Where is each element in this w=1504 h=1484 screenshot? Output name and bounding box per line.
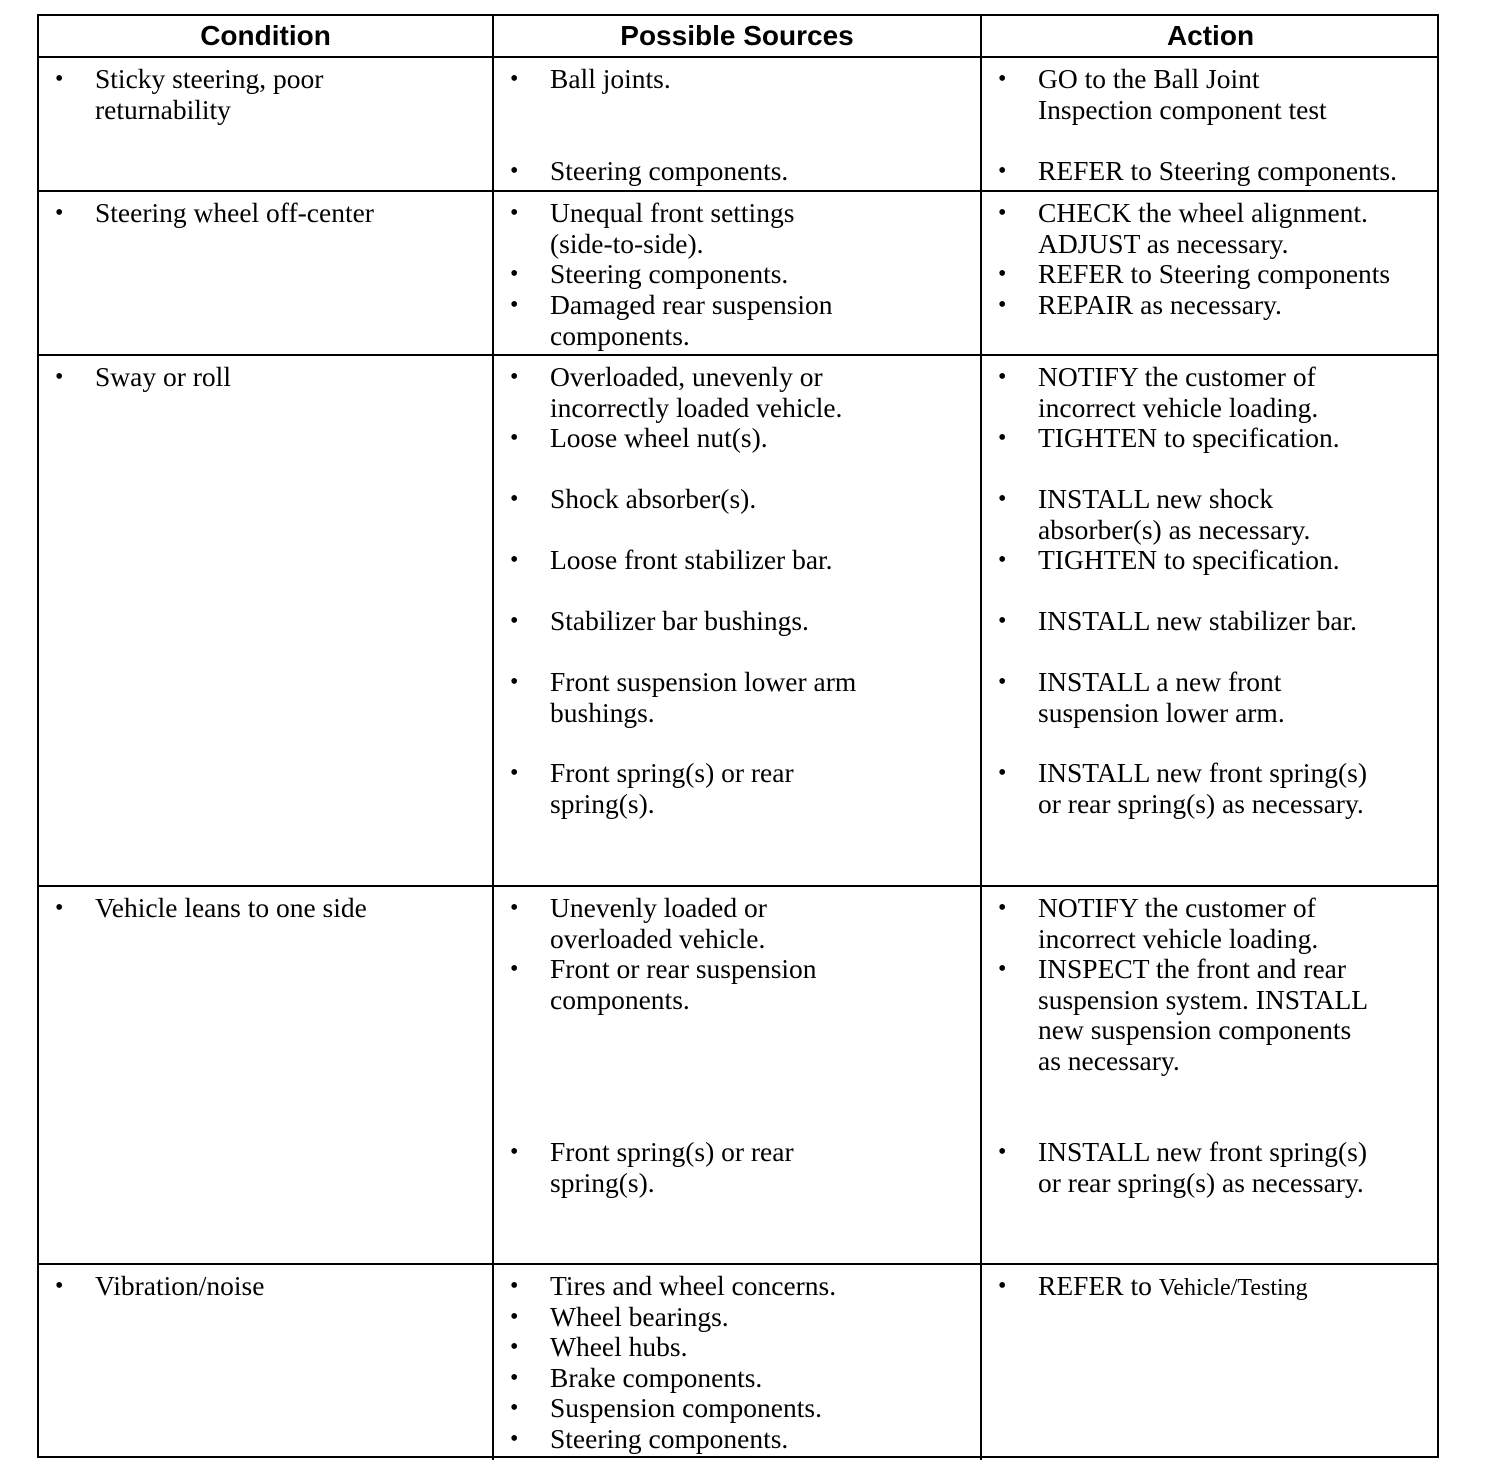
- condition-cell: [39, 356, 494, 887]
- bullet-icon: •: [55, 895, 64, 921]
- condition-item: Steering wheel off-center: [95, 197, 374, 228]
- source-item: Wheel hubs.: [550, 1331, 688, 1362]
- action-item: INSTALL a new front suspension lower arm.: [1038, 666, 1285, 728]
- condition-item: Vibration/noise: [95, 1270, 265, 1301]
- bullet-icon: •: [510, 425, 519, 451]
- action-item: NOTIFY the customer of incorrect vehicle loading.: [1038, 361, 1319, 423]
- action-cell: [982, 887, 1439, 1265]
- diagnosis-table: [37, 14, 1439, 1458]
- source-item: Front or rear suspension components.: [550, 953, 817, 1015]
- source-item: Brake components.: [550, 1362, 763, 1393]
- bullet-icon: •: [998, 66, 1007, 92]
- bullet-icon: •: [510, 895, 519, 921]
- header-action: Action: [982, 16, 1439, 58]
- bullet-icon: •: [510, 1395, 519, 1421]
- bullet-icon: •: [998, 292, 1007, 318]
- bullet-icon: •: [998, 547, 1007, 573]
- bullet-icon: •: [510, 66, 519, 92]
- sources-cell: [494, 192, 982, 356]
- source-item: Ball joints.: [550, 63, 671, 94]
- bullet-icon: •: [998, 760, 1007, 786]
- action-item: REFER to Vehicle/Testing: [1038, 1270, 1308, 1301]
- source-item: Front spring(s) or rear spring(s).: [550, 1136, 794, 1198]
- source-item: Shock absorber(s).: [550, 483, 757, 514]
- bullet-icon: •: [510, 1426, 519, 1452]
- bullet-icon: •: [998, 425, 1007, 451]
- sources-cell: [494, 58, 982, 192]
- bullet-icon: •: [998, 364, 1007, 390]
- source-item: Wheel bearings.: [550, 1301, 729, 1332]
- source-item: Steering components.: [550, 1423, 789, 1454]
- action-item: NOTIFY the customer of incorrect vehicle loading.: [1038, 892, 1319, 954]
- reference-link: Vehicle/Testing: [1158, 1275, 1308, 1301]
- condition-cell: [39, 192, 494, 356]
- action-item: INSTALL new front spring(s) or rear spring(s) as necessary.: [1038, 1136, 1368, 1198]
- bullet-icon: •: [510, 1273, 519, 1299]
- source-item: Loose front stabilizer bar.: [550, 544, 833, 575]
- source-item: Front suspension lower arm bushings.: [550, 666, 857, 728]
- bullet-icon: •: [55, 200, 64, 226]
- action-item: TIGHTEN to specification.: [1038, 544, 1340, 575]
- action-cell: [982, 58, 1439, 192]
- action-cell: [982, 1265, 1439, 1460]
- bullet-icon: •: [998, 486, 1007, 512]
- condition-cell: [39, 1265, 494, 1460]
- bullet-icon: •: [510, 1139, 519, 1165]
- action-item: REFER to Steering components.: [1038, 155, 1398, 186]
- bullet-icon: •: [510, 669, 519, 695]
- action-cell: [982, 192, 1439, 356]
- bullet-icon: •: [510, 364, 519, 390]
- source-item: Front spring(s) or rear spring(s).: [550, 757, 794, 819]
- bullet-icon: •: [55, 364, 64, 390]
- bullet-icon: •: [998, 200, 1007, 226]
- condition-cell: [39, 887, 494, 1265]
- bullet-icon: •: [510, 1334, 519, 1360]
- source-item: Tires and wheel concerns.: [550, 1270, 837, 1301]
- bullet-icon: •: [998, 261, 1007, 287]
- bullet-icon: •: [998, 669, 1007, 695]
- bullet-icon: •: [998, 956, 1007, 982]
- sources-cell: [494, 1265, 982, 1460]
- condition-item: Vehicle leans to one side: [95, 892, 367, 923]
- source-item: Unequal front settings (side-to-side).: [550, 197, 795, 259]
- bullet-icon: •: [998, 895, 1007, 921]
- source-item: Loose wheel nut(s).: [550, 422, 768, 453]
- bullet-icon: •: [998, 158, 1007, 184]
- action-item: GO to the Ball Joint Inspection component test: [1038, 63, 1327, 125]
- action-item: REPAIR as necessary.: [1038, 289, 1282, 320]
- action-item: CHECK the wheel alignment. ADJUST as necessary.: [1038, 197, 1368, 259]
- bullet-icon: •: [510, 158, 519, 184]
- action-item: TIGHTEN to specification.: [1038, 422, 1340, 453]
- action-item: INSPECT the front and rear suspension system. INSTALL new suspension components as necessary.: [1038, 953, 1369, 1076]
- bullet-icon: •: [510, 200, 519, 226]
- action-cell: [982, 356, 1439, 887]
- source-item: Stabilizer bar bushings.: [550, 605, 809, 636]
- header-condition: Condition: [39, 16, 494, 58]
- header-possible-sources: Possible Sources: [494, 16, 982, 58]
- sources-cell: [494, 887, 982, 1265]
- bullet-icon: •: [510, 608, 519, 634]
- bullet-icon: •: [510, 1304, 519, 1330]
- action-item: INSTALL new shock absorber(s) as necessary.: [1038, 483, 1311, 545]
- bullet-icon: •: [510, 1365, 519, 1391]
- source-item: Steering components.: [550, 258, 789, 289]
- bullet-icon: •: [510, 486, 519, 512]
- bullet-icon: •: [510, 261, 519, 287]
- bullet-icon: •: [55, 66, 64, 92]
- bullet-icon: •: [510, 760, 519, 786]
- source-item: Overloaded, unevenly or incorrectly loaded vehicle.: [550, 361, 843, 423]
- source-item: Damaged rear suspension components.: [550, 289, 833, 351]
- source-item: Suspension components.: [550, 1392, 822, 1423]
- action-item: INSTALL new stabilizer bar.: [1038, 605, 1358, 636]
- bullet-icon: •: [55, 1273, 64, 1299]
- source-item: Unevenly loaded or overloaded vehicle.: [550, 892, 767, 954]
- bullet-icon: •: [998, 1139, 1007, 1165]
- condition-item: Sway or roll: [95, 361, 231, 392]
- condition-item: Sticky steering, poor returnability: [95, 63, 324, 125]
- action-item: INSTALL new front spring(s) or rear spring(s) as necessary.: [1038, 757, 1368, 819]
- bullet-icon: •: [998, 608, 1007, 634]
- source-item: Steering components.: [550, 155, 789, 186]
- bullet-icon: •: [998, 1273, 1007, 1299]
- condition-cell: [39, 58, 494, 192]
- bullet-icon: •: [510, 547, 519, 573]
- action-item: REFER to Steering components: [1038, 258, 1391, 289]
- bullet-icon: •: [510, 292, 519, 318]
- sources-cell: [494, 356, 982, 887]
- bullet-icon: •: [510, 956, 519, 982]
